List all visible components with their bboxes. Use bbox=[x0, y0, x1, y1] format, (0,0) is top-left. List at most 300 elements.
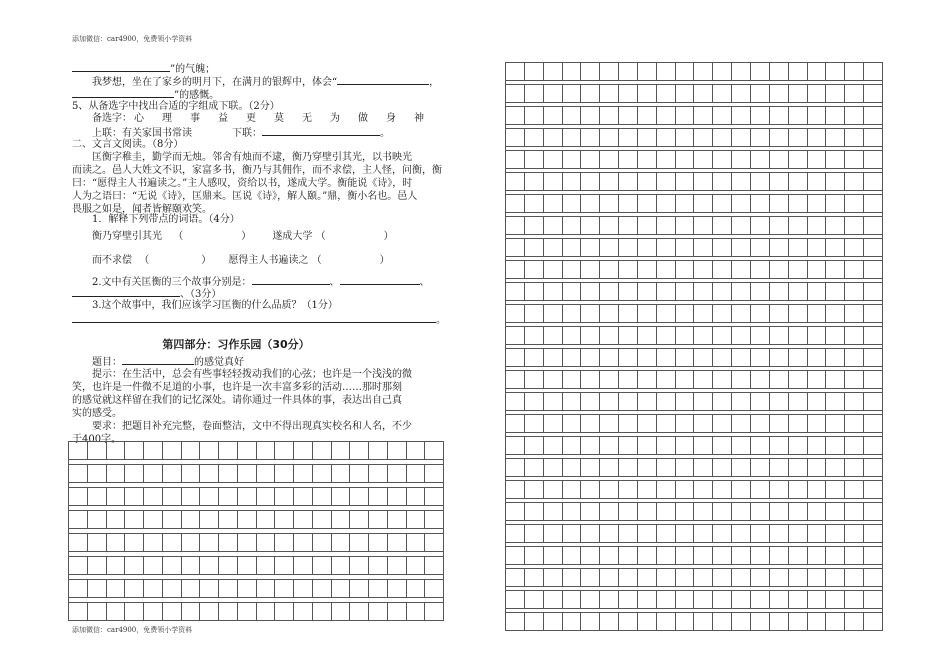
grid-cell[interactable] bbox=[864, 591, 883, 609]
grid-cell[interactable] bbox=[788, 613, 807, 631]
grid-cell[interactable] bbox=[312, 488, 331, 506]
grid-cell[interactable] bbox=[524, 283, 543, 301]
grid-cell[interactable] bbox=[769, 503, 788, 521]
grid-cell[interactable] bbox=[144, 603, 163, 621]
grid-cell[interactable] bbox=[732, 525, 751, 543]
grid-cell[interactable] bbox=[864, 393, 883, 411]
grid-cell[interactable] bbox=[506, 63, 525, 81]
grid-cell[interactable] bbox=[237, 511, 256, 529]
grid-cell[interactable] bbox=[350, 465, 369, 483]
grid-cell[interactable] bbox=[656, 217, 675, 235]
grid-cell[interactable] bbox=[256, 465, 275, 483]
grid-cell[interactable] bbox=[506, 613, 525, 631]
grid-cell[interactable] bbox=[87, 465, 106, 483]
grid-cell[interactable] bbox=[637, 613, 656, 631]
grid-cell[interactable] bbox=[807, 283, 826, 301]
grid-cell[interactable] bbox=[826, 151, 845, 169]
grid-cell[interactable] bbox=[769, 85, 788, 103]
grid-cell[interactable] bbox=[331, 465, 350, 483]
grid-cell[interactable] bbox=[769, 371, 788, 389]
grid-cell[interactable] bbox=[543, 283, 562, 301]
grid-cell[interactable] bbox=[69, 442, 88, 460]
grid-cell[interactable] bbox=[125, 488, 144, 506]
grid-cell[interactable] bbox=[219, 511, 238, 529]
grid-cell[interactable] bbox=[769, 173, 788, 191]
grid-cell[interactable] bbox=[713, 613, 732, 631]
grid-cell[interactable] bbox=[387, 488, 406, 506]
grid-cell[interactable] bbox=[312, 557, 331, 575]
grid-cell[interactable] bbox=[694, 85, 713, 103]
grid-cell[interactable] bbox=[87, 442, 106, 460]
grid-cell[interactable] bbox=[619, 217, 638, 235]
grid-cell[interactable] bbox=[331, 442, 350, 460]
grid-cell[interactable] bbox=[524, 195, 543, 213]
grid-cell[interactable] bbox=[562, 85, 581, 103]
grid-cell[interactable] bbox=[769, 151, 788, 169]
grid-cell[interactable] bbox=[732, 591, 751, 609]
grid-cell[interactable] bbox=[543, 503, 562, 521]
grid-cell[interactable] bbox=[864, 63, 883, 81]
grid-cell[interactable] bbox=[807, 503, 826, 521]
grid-cell[interactable] bbox=[581, 305, 600, 323]
grid-cell[interactable] bbox=[506, 327, 525, 345]
grid-cell[interactable] bbox=[713, 261, 732, 279]
grid-cell[interactable] bbox=[732, 261, 751, 279]
grid-cell[interactable] bbox=[162, 442, 181, 460]
grid-cell[interactable] bbox=[312, 442, 331, 460]
grid-cell[interactable] bbox=[637, 415, 656, 433]
grid-cell[interactable] bbox=[524, 85, 543, 103]
grid-cell[interactable] bbox=[864, 459, 883, 477]
grid-cell[interactable] bbox=[769, 195, 788, 213]
grid-cell[interactable] bbox=[826, 393, 845, 411]
grid-cell[interactable] bbox=[807, 129, 826, 147]
grid-cell[interactable] bbox=[106, 557, 125, 575]
grid-cell[interactable] bbox=[656, 525, 675, 543]
grid-cell[interactable] bbox=[162, 534, 181, 552]
grid-cell[interactable] bbox=[524, 349, 543, 367]
grid-cell[interactable] bbox=[713, 503, 732, 521]
grid-cell[interactable] bbox=[256, 511, 275, 529]
grid-cell[interactable] bbox=[826, 503, 845, 521]
grid-cell[interactable] bbox=[619, 151, 638, 169]
grid-cell[interactable] bbox=[845, 415, 864, 433]
grid-cell[interactable] bbox=[162, 557, 181, 575]
grid-cell[interactable] bbox=[581, 503, 600, 521]
grid-cell[interactable] bbox=[864, 305, 883, 323]
grid-cell[interactable] bbox=[581, 371, 600, 389]
grid-cell[interactable] bbox=[732, 547, 751, 565]
grid-cell[interactable] bbox=[369, 557, 388, 575]
grid-cell[interactable] bbox=[750, 437, 769, 455]
grid-cell[interactable] bbox=[750, 63, 769, 81]
grid-cell[interactable] bbox=[826, 283, 845, 301]
grid-cell[interactable] bbox=[769, 327, 788, 345]
grid-cell[interactable] bbox=[807, 195, 826, 213]
grid-cell[interactable] bbox=[713, 371, 732, 389]
grid-cell[interactable] bbox=[807, 63, 826, 81]
grid-cell[interactable] bbox=[750, 129, 769, 147]
grid-cell[interactable] bbox=[864, 217, 883, 235]
grid-cell[interactable] bbox=[864, 283, 883, 301]
grid-cell[interactable] bbox=[543, 481, 562, 499]
grid-cell[interactable] bbox=[845, 371, 864, 389]
grid-cell[interactable] bbox=[619, 591, 638, 609]
grid-cell[interactable] bbox=[675, 547, 694, 565]
grid-cell[interactable] bbox=[788, 195, 807, 213]
grid-cell[interactable] bbox=[406, 534, 425, 552]
grid-cell[interactable] bbox=[524, 327, 543, 345]
grid-cell[interactable] bbox=[637, 217, 656, 235]
grid-cell[interactable] bbox=[788, 63, 807, 81]
grid-cell[interactable] bbox=[619, 129, 638, 147]
grid-cell[interactable] bbox=[312, 511, 331, 529]
grid-cell[interactable] bbox=[637, 547, 656, 565]
grid-cell[interactable] bbox=[864, 481, 883, 499]
grid-cell[interactable] bbox=[807, 459, 826, 477]
grid-cell[interactable] bbox=[256, 557, 275, 575]
grid-cell[interactable] bbox=[807, 569, 826, 587]
grid-cell[interactable] bbox=[864, 437, 883, 455]
grid-cell[interactable] bbox=[864, 173, 883, 191]
grid-cell[interactable] bbox=[524, 217, 543, 235]
answer-blank[interactable] bbox=[72, 286, 180, 297]
grid-cell[interactable] bbox=[732, 613, 751, 631]
grid-cell[interactable] bbox=[675, 63, 694, 81]
grid-cell[interactable] bbox=[656, 173, 675, 191]
grid-cell[interactable] bbox=[506, 305, 525, 323]
grid-cell[interactable] bbox=[750, 305, 769, 323]
grid-cell[interactable] bbox=[656, 261, 675, 279]
grid-cell[interactable] bbox=[713, 481, 732, 499]
grid-cell[interactable] bbox=[656, 239, 675, 257]
grid-cell[interactable] bbox=[237, 603, 256, 621]
grid-cell[interactable] bbox=[675, 613, 694, 631]
grid-cell[interactable] bbox=[524, 63, 543, 81]
grid-cell[interactable] bbox=[562, 503, 581, 521]
grid-cell[interactable] bbox=[524, 547, 543, 565]
grid-cell[interactable] bbox=[506, 173, 525, 191]
grid-cell[interactable] bbox=[581, 129, 600, 147]
grid-cell[interactable] bbox=[637, 239, 656, 257]
grid-cell[interactable] bbox=[275, 580, 294, 598]
grid-cell[interactable] bbox=[732, 371, 751, 389]
grid-cell[interactable] bbox=[506, 371, 525, 389]
grid-cell[interactable] bbox=[125, 603, 144, 621]
grid-cell[interactable] bbox=[826, 415, 845, 433]
grid-cell[interactable] bbox=[807, 107, 826, 125]
grid-cell[interactable] bbox=[637, 195, 656, 213]
grid-cell[interactable] bbox=[788, 415, 807, 433]
grid-cell[interactable] bbox=[713, 63, 732, 81]
grid-cell[interactable] bbox=[581, 107, 600, 125]
grid-cell[interactable] bbox=[845, 613, 864, 631]
grid-cell[interactable] bbox=[807, 591, 826, 609]
answer-blank[interactable] bbox=[252, 274, 330, 285]
grid-cell[interactable] bbox=[237, 442, 256, 460]
grid-cell[interactable] bbox=[562, 591, 581, 609]
grid-cell[interactable] bbox=[864, 239, 883, 257]
grid-cell[interactable] bbox=[275, 557, 294, 575]
grid-cell[interactable] bbox=[807, 85, 826, 103]
grid-cell[interactable] bbox=[788, 547, 807, 565]
grid-cell[interactable] bbox=[543, 525, 562, 543]
grid-cell[interactable] bbox=[144, 488, 163, 506]
grid-cell[interactable] bbox=[750, 415, 769, 433]
grid-cell[interactable] bbox=[406, 580, 425, 598]
grid-cell[interactable] bbox=[713, 107, 732, 125]
grid-cell[interactable] bbox=[750, 613, 769, 631]
grid-cell[interactable] bbox=[294, 488, 313, 506]
grid-cell[interactable] bbox=[387, 442, 406, 460]
grid-cell[interactable] bbox=[294, 534, 313, 552]
grid-cell[interactable] bbox=[600, 393, 619, 411]
grid-cell[interactable] bbox=[87, 511, 106, 529]
grid-cell[interactable] bbox=[845, 437, 864, 455]
grid-cell[interactable] bbox=[406, 603, 425, 621]
grid-cell[interactable] bbox=[543, 591, 562, 609]
grid-cell[interactable] bbox=[826, 239, 845, 257]
grid-cell[interactable] bbox=[543, 239, 562, 257]
grid-cell[interactable] bbox=[807, 525, 826, 543]
grid-cell[interactable] bbox=[769, 481, 788, 499]
grid-cell[interactable] bbox=[750, 195, 769, 213]
grid-cell[interactable] bbox=[543, 217, 562, 235]
grid-cell[interactable] bbox=[387, 465, 406, 483]
grid-cell[interactable] bbox=[826, 85, 845, 103]
grid-cell[interactable] bbox=[675, 239, 694, 257]
grid-cell[interactable] bbox=[294, 603, 313, 621]
grid-cell[interactable] bbox=[732, 217, 751, 235]
grid-cell[interactable] bbox=[69, 534, 88, 552]
grid-cell[interactable] bbox=[294, 511, 313, 529]
grid-cell[interactable] bbox=[600, 217, 619, 235]
grid-cell[interactable] bbox=[106, 442, 125, 460]
grid-cell[interactable] bbox=[619, 85, 638, 103]
grid-cell[interactable] bbox=[675, 371, 694, 389]
grid-cell[interactable] bbox=[581, 525, 600, 543]
grid-cell[interactable] bbox=[125, 442, 144, 460]
grid-cell[interactable] bbox=[619, 349, 638, 367]
grid-cell[interactable] bbox=[506, 459, 525, 477]
grid-cell[interactable] bbox=[656, 195, 675, 213]
grid-cell[interactable] bbox=[732, 305, 751, 323]
grid-cell[interactable] bbox=[331, 557, 350, 575]
grid-cell[interactable] bbox=[750, 481, 769, 499]
grid-cell[interactable] bbox=[600, 547, 619, 565]
grid-cell[interactable] bbox=[637, 591, 656, 609]
grid-cell[interactable] bbox=[331, 534, 350, 552]
grid-cell[interactable] bbox=[750, 591, 769, 609]
grid-cell[interactable] bbox=[350, 557, 369, 575]
grid-cell[interactable] bbox=[769, 591, 788, 609]
grid-cell[interactable] bbox=[543, 129, 562, 147]
grid-cell[interactable] bbox=[675, 503, 694, 521]
grid-cell[interactable] bbox=[256, 442, 275, 460]
grid-cell[interactable] bbox=[69, 465, 88, 483]
grid-cell[interactable] bbox=[864, 85, 883, 103]
grid-cell[interactable] bbox=[637, 525, 656, 543]
grid-cell[interactable] bbox=[200, 511, 219, 529]
grid-cell[interactable] bbox=[732, 129, 751, 147]
grid-cell[interactable] bbox=[69, 557, 88, 575]
grid-cell[interactable] bbox=[562, 151, 581, 169]
grid-cell[interactable] bbox=[826, 371, 845, 389]
grid-cell[interactable] bbox=[675, 195, 694, 213]
grid-cell[interactable] bbox=[524, 239, 543, 257]
grid-cell[interactable] bbox=[350, 511, 369, 529]
grid-cell[interactable] bbox=[713, 151, 732, 169]
grid-cell[interactable] bbox=[826, 459, 845, 477]
grid-cell[interactable] bbox=[732, 283, 751, 301]
grid-cell[interactable] bbox=[656, 569, 675, 587]
grid-cell[interactable] bbox=[581, 415, 600, 433]
grid-cell[interactable] bbox=[788, 173, 807, 191]
grid-cell[interactable] bbox=[864, 371, 883, 389]
grid-cell[interactable] bbox=[694, 327, 713, 345]
grid-cell[interactable] bbox=[524, 129, 543, 147]
grid-cell[interactable] bbox=[807, 327, 826, 345]
grid-cell[interactable] bbox=[581, 481, 600, 499]
grid-cell[interactable] bbox=[637, 151, 656, 169]
composition-grid-left[interactable] bbox=[68, 441, 444, 621]
grid-cell[interactable] bbox=[694, 217, 713, 235]
grid-cell[interactable] bbox=[694, 305, 713, 323]
grid-cell[interactable] bbox=[331, 603, 350, 621]
grid-cell[interactable] bbox=[237, 488, 256, 506]
grid-cell[interactable] bbox=[769, 525, 788, 543]
grid-cell[interactable] bbox=[600, 415, 619, 433]
grid-cell[interactable] bbox=[826, 129, 845, 147]
grid-cell[interactable] bbox=[732, 415, 751, 433]
grid-cell[interactable] bbox=[524, 503, 543, 521]
grid-cell[interactable] bbox=[694, 173, 713, 191]
grid-cell[interactable] bbox=[694, 459, 713, 477]
grid-cell[interactable] bbox=[675, 129, 694, 147]
grid-cell[interactable] bbox=[506, 569, 525, 587]
grid-cell[interactable] bbox=[562, 459, 581, 477]
grid-cell[interactable] bbox=[331, 580, 350, 598]
grid-cell[interactable] bbox=[106, 580, 125, 598]
grid-cell[interactable] bbox=[750, 283, 769, 301]
grid-cell[interactable] bbox=[219, 442, 238, 460]
grid-cell[interactable] bbox=[713, 349, 732, 367]
grid-cell[interactable] bbox=[387, 557, 406, 575]
grid-cell[interactable] bbox=[600, 503, 619, 521]
grid-cell[interactable] bbox=[543, 569, 562, 587]
grid-cell[interactable] bbox=[845, 547, 864, 565]
grid-cell[interactable] bbox=[788, 569, 807, 587]
grid-cell[interactable] bbox=[562, 327, 581, 345]
grid-cell[interactable] bbox=[807, 305, 826, 323]
grid-cell[interactable] bbox=[69, 488, 88, 506]
grid-cell[interactable] bbox=[506, 239, 525, 257]
grid-cell[interactable] bbox=[807, 349, 826, 367]
grid-cell[interactable] bbox=[637, 569, 656, 587]
grid-cell[interactable] bbox=[524, 151, 543, 169]
grid-cell[interactable] bbox=[524, 371, 543, 389]
grid-cell[interactable] bbox=[581, 239, 600, 257]
grid-cell[interactable] bbox=[506, 151, 525, 169]
grid-cell[interactable] bbox=[506, 393, 525, 411]
grid-cell[interactable] bbox=[675, 173, 694, 191]
grid-cell[interactable] bbox=[845, 349, 864, 367]
grid-cell[interactable] bbox=[694, 525, 713, 543]
grid-cell[interactable] bbox=[864, 525, 883, 543]
grid-cell[interactable] bbox=[562, 239, 581, 257]
grid-cell[interactable] bbox=[845, 261, 864, 279]
grid-cell[interactable] bbox=[294, 465, 313, 483]
grid-cell[interactable] bbox=[600, 261, 619, 279]
grid-cell[interactable] bbox=[106, 534, 125, 552]
grid-cell[interactable] bbox=[750, 85, 769, 103]
grid-cell[interactable] bbox=[769, 63, 788, 81]
grid-cell[interactable] bbox=[769, 217, 788, 235]
grid-cell[interactable] bbox=[864, 129, 883, 147]
grid-cell[interactable] bbox=[656, 591, 675, 609]
grid-cell[interactable] bbox=[713, 393, 732, 411]
grid-cell[interactable] bbox=[694, 239, 713, 257]
grid-cell[interactable] bbox=[600, 151, 619, 169]
grid-cell[interactable] bbox=[219, 603, 238, 621]
grid-cell[interactable] bbox=[524, 569, 543, 587]
grid-cell[interactable] bbox=[656, 503, 675, 521]
grid-cell[interactable] bbox=[600, 239, 619, 257]
grid-cell[interactable] bbox=[694, 151, 713, 169]
grid-cell[interactable] bbox=[619, 261, 638, 279]
grid-cell[interactable] bbox=[732, 503, 751, 521]
grid-cell[interactable] bbox=[619, 415, 638, 433]
grid-cell[interactable] bbox=[732, 195, 751, 213]
grid-cell[interactable] bbox=[619, 173, 638, 191]
grid-cell[interactable] bbox=[845, 569, 864, 587]
composition-grid-right[interactable] bbox=[505, 62, 883, 631]
grid-cell[interactable] bbox=[562, 195, 581, 213]
grid-cell[interactable] bbox=[637, 349, 656, 367]
grid-cell[interactable] bbox=[524, 393, 543, 411]
grid-cell[interactable] bbox=[637, 459, 656, 477]
grid-cell[interactable] bbox=[162, 511, 181, 529]
grid-cell[interactable] bbox=[826, 613, 845, 631]
grid-cell[interactable] bbox=[826, 173, 845, 191]
grid-cell[interactable] bbox=[694, 613, 713, 631]
grid-cell[interactable] bbox=[181, 511, 200, 529]
grid-cell[interactable] bbox=[675, 305, 694, 323]
grid-cell[interactable] bbox=[788, 437, 807, 455]
grid-cell[interactable] bbox=[864, 327, 883, 345]
grid-cell[interactable] bbox=[350, 488, 369, 506]
grid-cell[interactable] bbox=[162, 580, 181, 598]
grid-cell[interactable] bbox=[637, 85, 656, 103]
grid-cell[interactable] bbox=[845, 63, 864, 81]
grid-cell[interactable] bbox=[543, 459, 562, 477]
grid-cell[interactable] bbox=[732, 85, 751, 103]
grid-cell[interactable] bbox=[769, 459, 788, 477]
grid-cell[interactable] bbox=[845, 195, 864, 213]
grid-cell[interactable] bbox=[600, 525, 619, 543]
grid-cell[interactable] bbox=[675, 393, 694, 411]
grid-cell[interactable] bbox=[845, 459, 864, 477]
grid-cell[interactable] bbox=[675, 591, 694, 609]
grid-cell[interactable] bbox=[506, 217, 525, 235]
grid-cell[interactable] bbox=[524, 459, 543, 477]
grid-cell[interactable] bbox=[619, 63, 638, 81]
grid-cell[interactable] bbox=[562, 525, 581, 543]
grid-cell[interactable] bbox=[144, 442, 163, 460]
grid-cell[interactable] bbox=[750, 349, 769, 367]
grid-cell[interactable] bbox=[769, 107, 788, 125]
grid-cell[interactable] bbox=[750, 459, 769, 477]
